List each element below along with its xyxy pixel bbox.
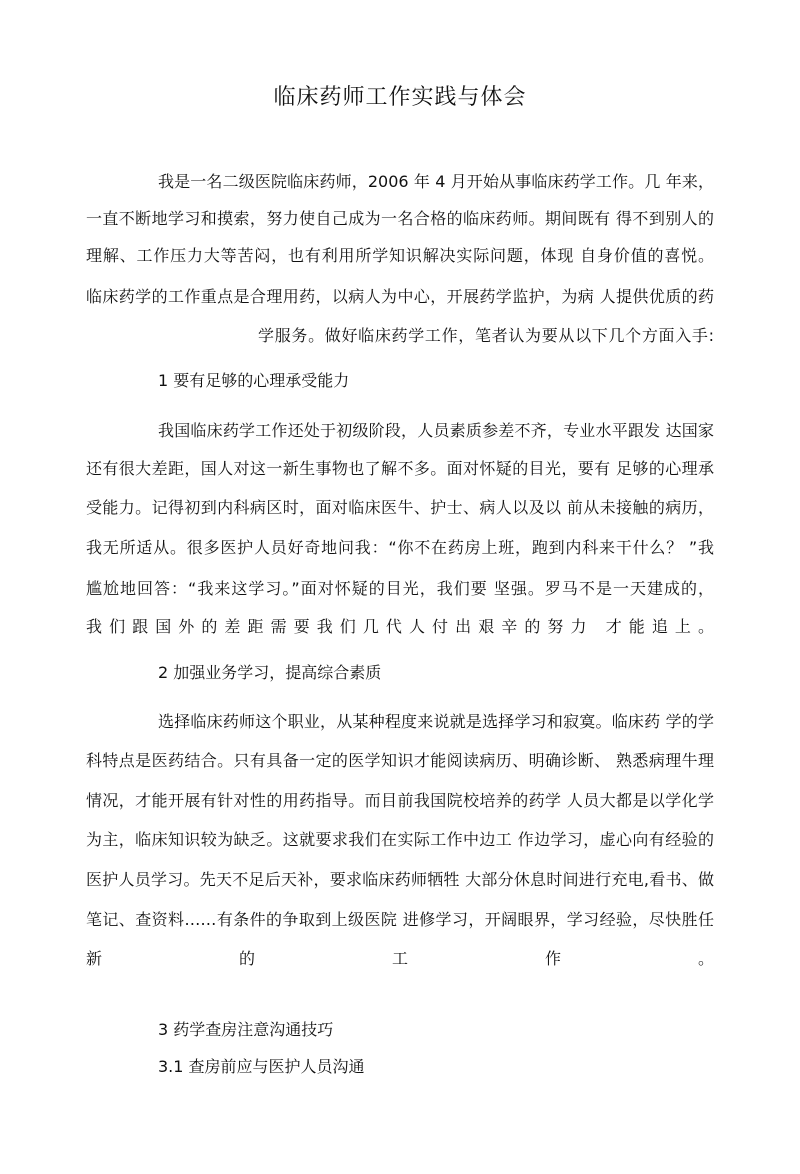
paragraph-line: 笔记、查资料……有条件的争取到上级医院 进修学习，开阔眼界，学习经验，尽快胜任 bbox=[86, 910, 714, 929]
section-heading: 2 加强业务学习，提高综合素质 bbox=[158, 663, 382, 682]
paragraph-line: 情况，才能开展有针对性的用药指导。而目前我国院校培养的药学 人员大都是以学化学 bbox=[86, 791, 714, 810]
paragraph-line: 受能力。记得初到内科病区时，面对临床医牛、护士、病人以及以 前从未接触的病历， bbox=[86, 498, 714, 517]
paragraph-line: 临床药学的工作重点是合理用药，以病人为中心，开展药学监护，为病 人提供优质的药 bbox=[86, 287, 714, 306]
section-heading: 1 要有足够的心理承受能力 bbox=[158, 371, 350, 390]
paragraph-line: 我们跟国外的差距需要我们几代人付出艰辛的努力 才能追上。 bbox=[86, 617, 714, 636]
subsection-heading: 3.1 查房前应与医护人员沟通 bbox=[158, 1057, 365, 1076]
section-heading: 3 药学查房注意沟通技巧 bbox=[158, 1020, 334, 1039]
paragraph-line: 我无所适从。很多医护人员好奇地问我：“你不在药房上班，跑到内科来干什么？ ”我 bbox=[86, 538, 714, 557]
paragraph-line: 还有很大差距，国人对这一新生事物也了解不多。面对怀疑的目光，要有 足够的心理承 bbox=[86, 459, 714, 478]
paragraph-line: 我是一名二级医院临床药师，2006 年 4 月开始从事临床药学工作。几 年来， bbox=[158, 172, 714, 191]
paragraph-line: 新的工作。 bbox=[86, 949, 714, 968]
paragraph-line: 理解、工作压力大等苦闷，也有利用所学知识解决实际问题，体现 自身价值的喜悦。 bbox=[86, 246, 714, 265]
paragraph-line: 选择临床药师这个职业，从某种程度来说就是选择学习和寂寞。临床药 学的学 bbox=[158, 712, 714, 731]
paragraph-line: 一直不断地学习和摸索，努力使自己成为一名合格的临床药师。期间既有 得不到别人的 bbox=[86, 209, 714, 228]
document-title: 临床药师工作实践与体会 bbox=[273, 85, 527, 110]
paragraph-line: 科特点是医药结合。只有具备一定的医学知识才能阅读病历、明确诊断、 熟悉病理牛理 bbox=[86, 751, 714, 770]
paragraph-line: 尴尬地回答：“我来这学习。”面对怀疑的目光，我们要 坚强。罗马不是一天建成的， bbox=[86, 579, 714, 598]
paragraph-line: 学服务。做好临床药学工作，笔者认为要从以下几个方面入手: bbox=[258, 326, 714, 345]
paragraph-line: 医护人员学习。先天不足后天补，要求临床药师牺牲 大部分休息时间进行充电,看书、做 bbox=[86, 870, 714, 889]
paragraph-line: 我国临床药学工作还处于初级阶段，人员素质参差不齐，专业水平跟发 达国家 bbox=[158, 421, 714, 440]
paragraph-line: 为主，临床知识较为缺乏。这就要求我们在实际工作中边工 作边学习，虚心向有经验的 bbox=[86, 830, 714, 849]
